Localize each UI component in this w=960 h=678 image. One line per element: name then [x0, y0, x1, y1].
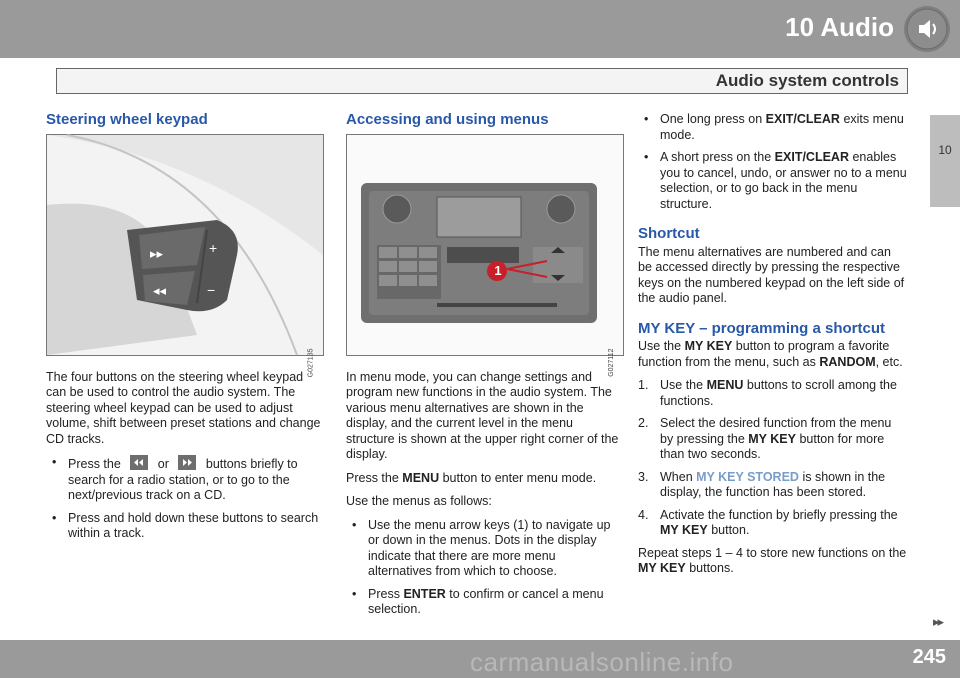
- svg-text:◂◂: ◂◂: [153, 282, 167, 298]
- list-item: 2. Select the desired function from the menu by pressing the MY KEY button for more than two seconds.: [638, 416, 892, 461]
- paragraph: Repeat steps 1 – 4 to store new functions on the MY KEY buttons.: [638, 545, 907, 575]
- audio-panel-illustration: [347, 135, 623, 355]
- paragraph: Use the menus as follows:: [346, 494, 492, 508]
- column-steering-wheel: [46, 112, 322, 549]
- callout-number: 1: [494, 262, 502, 278]
- figure-id: G027135: [307, 348, 315, 378]
- audio-panel-figure: [346, 134, 624, 377]
- list-item: 4. Activate the function by briefly pressing the MY KEY button.: [638, 507, 898, 537]
- chapter-tab-number: 10: [938, 143, 952, 157]
- column-shortcut: [638, 112, 908, 585]
- list-item: • Press ENTER to confirm or cancel a menu selection.: [346, 587, 622, 618]
- heading-steering-wheel-keypad: Steering wheel keypad: [46, 111, 208, 128]
- bullet-list: [346, 518, 622, 618]
- svg-text:−: −: [207, 281, 216, 298]
- watermark: carmanualsonline.info: [470, 647, 734, 677]
- list-item: • One long press on EXIT/CLEAR exits menu mode.: [638, 112, 908, 143]
- steering-wheel-keypad-figure: [46, 134, 324, 378]
- heading-shortcut: Shortcut: [638, 225, 700, 242]
- list-item: • Use the menu arrow keys (1) to navigate up or down in the menus. Dots in the display indicate that there are more menu alternatives from which to choose.: [346, 518, 622, 580]
- section-bar: [56, 68, 908, 94]
- list-item: 3. When MY KEY STORED is shown in the display, the function has been stored.: [638, 469, 886, 499]
- paragraph: Press the MENU button to enter menu mode.: [346, 470, 597, 485]
- continue-arrows: ▸▸: [932, 614, 942, 629]
- numbered-list: [638, 378, 908, 539]
- list-item: • Press the or buttons briefly to search for a radio station, or to go to the next/previous track on a CD.: [46, 455, 322, 504]
- bullet-list: [46, 455, 322, 542]
- svg-text:▸▸: ▸▸: [150, 245, 164, 261]
- bullet-list: [638, 112, 908, 212]
- figure-id: G027112: [607, 348, 615, 377]
- paragraph: The four buttons on the steering wheel keypad can be used to control the audio system. The steering wheel keypad can be used to adjust volume, shift between preset stations and change CD tracks.: [46, 369, 321, 446]
- heading-my-key: MY KEY – programming a shortcut: [638, 319, 885, 337]
- speaker-icon: [904, 6, 950, 52]
- heading-accessing-menus: Accessing and using menus: [346, 111, 549, 128]
- chapter-title: 10 Audio: [785, 12, 894, 42]
- next-track-button-icon: [178, 455, 196, 470]
- list-item: 1. Use the MENU buttons to scroll among the functions.: [638, 378, 897, 408]
- paragraph: Use the MY KEY button to program a favorite function from the menu, such as RANDOM, etc.: [638, 339, 903, 369]
- previous-track-button-icon: [130, 455, 148, 470]
- list-item: • Press and hold down these buttons to search within a track.: [46, 511, 322, 542]
- list-item: • A short press on the EXIT/CLEAR enables you to cancel, undo, or answer no to a menu selection, or to go back in the menu structure.: [638, 150, 908, 212]
- paragraph: In menu mode, you can change settings and program new functions in the audio system. The various menu alternatives are shown in the display, and the current level in the menu structure is shown at the upper right corner of the display.: [346, 369, 619, 461]
- svg-text:+: +: [209, 239, 218, 256]
- paragraph: The menu alternatives are numbered and can be accessed directly by pressing the respective keys on the numbered keypad on the left side of the audio panel.: [638, 244, 905, 305]
- page-number: 245: [912, 646, 946, 668]
- column-menus: [346, 112, 622, 625]
- section-title: Audio system controls: [715, 71, 899, 90]
- header-bar: [0, 0, 960, 58]
- steering-wheel-illustration: [47, 135, 323, 355]
- chapter-tab: [930, 115, 960, 207]
